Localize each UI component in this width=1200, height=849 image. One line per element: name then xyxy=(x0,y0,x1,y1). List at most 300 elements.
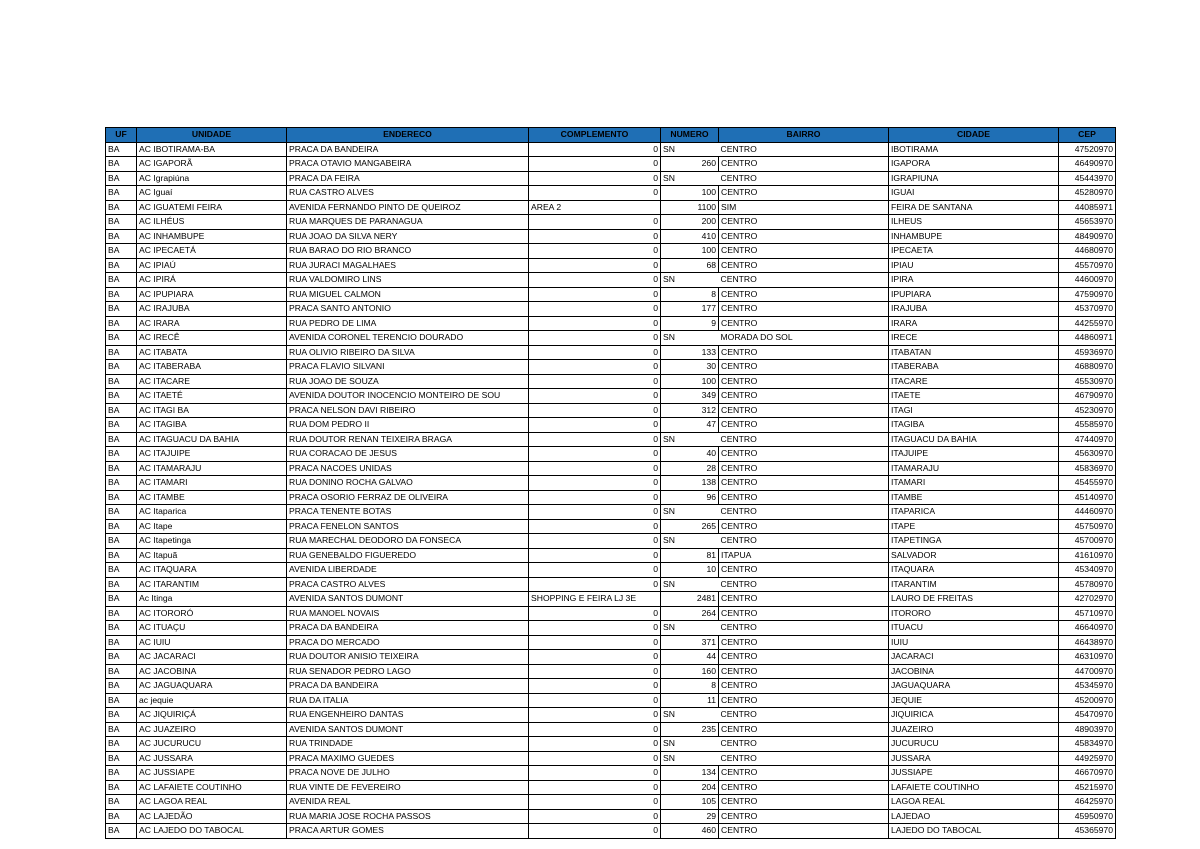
cell-complemento: 0 xyxy=(529,621,661,636)
units-table xyxy=(105,127,1116,839)
cell-cep: 45834970 xyxy=(1059,737,1116,752)
cell-unidade: AC INHAMBUPE xyxy=(137,229,287,244)
cell-cidade: FEIRA DE SANTANA xyxy=(889,200,1059,215)
table-row xyxy=(106,186,1116,201)
cell-endereco: PRACA NOVE DE JULHO xyxy=(287,766,529,781)
cell-numero: 100 xyxy=(661,186,719,201)
table-row xyxy=(106,679,1116,694)
cell-complemento: 0 xyxy=(529,447,661,462)
cell-uf: BA xyxy=(106,606,137,621)
cell-complemento: 0 xyxy=(529,287,661,302)
cell-complemento: 0 xyxy=(529,650,661,665)
cell-numero: 460 xyxy=(661,824,719,839)
cell-bairro: CENTRO xyxy=(719,215,889,230)
cell-uf: BA xyxy=(106,258,137,273)
cell-uf: BA xyxy=(106,316,137,331)
cell-bairro: CENTRO xyxy=(719,708,889,723)
cell-complemento: 0 xyxy=(529,374,661,389)
table-row xyxy=(106,316,1116,331)
cell-endereco: RUA CORACAO DE JESUS xyxy=(287,447,529,462)
cell-cidade: INHAMBUPE xyxy=(889,229,1059,244)
cell-uf: BA xyxy=(106,650,137,665)
cell-bairro: CENTRO xyxy=(719,345,889,360)
cell-cidade: JIQUIRICA xyxy=(889,708,1059,723)
cell-complemento: 0 xyxy=(529,490,661,505)
cell-uf: BA xyxy=(106,403,137,418)
cell-cidade: LAJEDO DO TABOCAL xyxy=(889,824,1059,839)
cell-cep: 45836970 xyxy=(1059,461,1116,476)
cell-cidade: LAGOA REAL xyxy=(889,795,1059,810)
cell-numero: 260 xyxy=(661,157,719,172)
cell-cidade: JUSSARA xyxy=(889,751,1059,766)
cell-unidade: AC IRECÊ xyxy=(137,331,287,346)
cell-endereco: RUA DONINO ROCHA GALVAO xyxy=(287,476,529,491)
cell-endereco: PRACA DA FEIRA xyxy=(287,171,529,186)
cell-numero: 2481 xyxy=(661,592,719,607)
table-row xyxy=(106,809,1116,824)
cell-unidade: AC JIQUIRIÇÁ xyxy=(137,708,287,723)
cell-complemento: 0 xyxy=(529,389,661,404)
cell-complemento: 0 xyxy=(529,244,661,259)
cell-numero: 96 xyxy=(661,490,719,505)
cell-cep: 46880970 xyxy=(1059,360,1116,375)
cell-endereco: PRACA OSORIO FERRAZ DE OLIVEIRA xyxy=(287,490,529,505)
cell-uf: BA xyxy=(106,519,137,534)
cell-cidade: IPIAU xyxy=(889,258,1059,273)
cell-bairro: CENTRO xyxy=(719,447,889,462)
cell-unidade: AC ITAMARAJU xyxy=(137,461,287,476)
cell-unidade: AC Itape xyxy=(137,519,287,534)
table-row xyxy=(106,534,1116,549)
cell-bairro: CENTRO xyxy=(719,534,889,549)
table-row xyxy=(106,650,1116,665)
cell-bairro: CENTRO xyxy=(719,229,889,244)
cell-cep: 44460970 xyxy=(1059,505,1116,520)
table-row xyxy=(106,432,1116,447)
table-row xyxy=(106,476,1116,491)
cell-cep: 48903970 xyxy=(1059,722,1116,737)
cell-bairro: CENTRO xyxy=(719,679,889,694)
cell-cep: 45340970 xyxy=(1059,563,1116,578)
cell-unidade: AC ITARANTIM xyxy=(137,577,287,592)
cell-cidade: IRARA xyxy=(889,316,1059,331)
cell-unidade: AC ITUAÇU xyxy=(137,621,287,636)
table-row xyxy=(106,418,1116,433)
cell-cep: 42702970 xyxy=(1059,592,1116,607)
cell-endereco: RUA DOUTOR ANISIO TEIXEIRA xyxy=(287,650,529,665)
cell-unidade: AC Itapuã xyxy=(137,548,287,563)
table-row xyxy=(106,548,1116,563)
cell-complemento: 0 xyxy=(529,577,661,592)
cell-complemento: 0 xyxy=(529,751,661,766)
cell-complemento: 0 xyxy=(529,809,661,824)
cell-cep: 46425970 xyxy=(1059,795,1116,810)
table-row xyxy=(106,621,1116,636)
cell-numero: 265 xyxy=(661,519,719,534)
cell-complemento: 0 xyxy=(529,432,661,447)
cell-complemento: 0 xyxy=(529,186,661,201)
table-row xyxy=(106,302,1116,317)
cell-bairro: CENTRO xyxy=(719,635,889,650)
table-row xyxy=(106,215,1116,230)
header-bairro: BAIRRO xyxy=(719,128,889,143)
cell-cep: 45700970 xyxy=(1059,534,1116,549)
cell-cidade: ITABERABA xyxy=(889,360,1059,375)
cell-cep: 45365970 xyxy=(1059,824,1116,839)
table-row xyxy=(106,447,1116,462)
cell-bairro: CENTRO xyxy=(719,244,889,259)
table-row xyxy=(106,287,1116,302)
cell-endereco: RUA JOAO DE SOUZA xyxy=(287,374,529,389)
cell-cep: 44925970 xyxy=(1059,751,1116,766)
cell-endereco: RUA CASTRO ALVES xyxy=(287,186,529,201)
cell-endereco: PRACA DA BANDEIRA xyxy=(287,679,529,694)
cell-uf: BA xyxy=(106,186,137,201)
cell-endereco: PRACA CASTRO ALVES xyxy=(287,577,529,592)
cell-numero: 1100 xyxy=(661,200,719,215)
cell-complemento: SHOPPING E FEIRA LJ 3E xyxy=(529,592,661,607)
cell-complemento: 0 xyxy=(529,722,661,737)
cell-numero: 8 xyxy=(661,287,719,302)
cell-cidade: JACOBINA xyxy=(889,664,1059,679)
cell-complemento: 0 xyxy=(529,679,661,694)
cell-endereco: RUA GENEBALDO FIGUEREDO xyxy=(287,548,529,563)
cell-bairro: CENTRO xyxy=(719,258,889,273)
cell-cep: 45280970 xyxy=(1059,186,1116,201)
cell-complemento: 0 xyxy=(529,519,661,534)
cell-numero: 410 xyxy=(661,229,719,244)
cell-cidade: LAJEDAO xyxy=(889,809,1059,824)
cell-unidade: AC ITAJUIPE xyxy=(137,447,287,462)
cell-complemento: 0 xyxy=(529,316,661,331)
table-row xyxy=(106,722,1116,737)
cell-numero: 100 xyxy=(661,374,719,389)
table-row xyxy=(106,229,1116,244)
cell-bairro: CENTRO xyxy=(719,360,889,375)
table-row xyxy=(106,766,1116,781)
cell-bairro: CENTRO xyxy=(719,737,889,752)
cell-numero: 200 xyxy=(661,215,719,230)
cell-numero: SN xyxy=(661,273,719,288)
cell-bairro: CENTRO xyxy=(719,795,889,810)
cell-bairro: CENTRO xyxy=(719,621,889,636)
cell-unidade: AC LAJEDO DO TABOCAL xyxy=(137,824,287,839)
cell-numero: SN xyxy=(661,737,719,752)
cell-endereco: RUA MARQUES DE PARANAGUA xyxy=(287,215,529,230)
cell-bairro: SIM xyxy=(719,200,889,215)
cell-uf: BA xyxy=(106,461,137,476)
cell-bairro: CENTRO xyxy=(719,490,889,505)
table-row xyxy=(106,577,1116,592)
cell-uf: BA xyxy=(106,780,137,795)
cell-cidade: ITUACU xyxy=(889,621,1059,636)
cell-bairro: CENTRO xyxy=(719,273,889,288)
cell-cep: 45470970 xyxy=(1059,708,1116,723)
cell-endereco: PRACA MAXIMO GUEDES xyxy=(287,751,529,766)
cell-cep: 46670970 xyxy=(1059,766,1116,781)
cell-numero: SN xyxy=(661,505,719,520)
cell-numero: 349 xyxy=(661,389,719,404)
cell-numero: 9 xyxy=(661,316,719,331)
cell-numero: 68 xyxy=(661,258,719,273)
cell-cep: 45345970 xyxy=(1059,679,1116,694)
cell-unidade: AC IBOTIRAMA-BA xyxy=(137,142,287,157)
cell-uf: BA xyxy=(106,548,137,563)
table-row xyxy=(106,374,1116,389)
cell-endereco: AVENIDA SANTOS DUMONT xyxy=(287,722,529,737)
cell-unidade: AC ITABATA xyxy=(137,345,287,360)
cell-cidade: ITAETE xyxy=(889,389,1059,404)
cell-numero: 11 xyxy=(661,693,719,708)
cell-bairro: CENTRO xyxy=(719,432,889,447)
cell-complemento: 0 xyxy=(529,606,661,621)
cell-endereco: PRACA NACOES UNIDAS xyxy=(287,461,529,476)
cell-unidade: AC IPIAÚ xyxy=(137,258,287,273)
cell-endereco: AVENIDA LIBERDADE xyxy=(287,563,529,578)
cell-bairro: CENTRO xyxy=(719,476,889,491)
cell-cidade: IGAPORA xyxy=(889,157,1059,172)
cell-uf: BA xyxy=(106,621,137,636)
cell-unidade: AC IRAJUBA xyxy=(137,302,287,317)
cell-cep: 44860971 xyxy=(1059,331,1116,346)
cell-unidade: AC JUSSARA xyxy=(137,751,287,766)
cell-numero: 134 xyxy=(661,766,719,781)
table-row xyxy=(106,751,1116,766)
cell-cep: 45215970 xyxy=(1059,780,1116,795)
cell-numero: 100 xyxy=(661,244,719,259)
cell-unidade: AC ITAQUARA xyxy=(137,563,287,578)
cell-cidade: JAGUAQUARA xyxy=(889,679,1059,694)
cell-unidade: AC ITAMARI xyxy=(137,476,287,491)
cell-complemento: 0 xyxy=(529,664,661,679)
cell-uf: BA xyxy=(106,693,137,708)
table-row xyxy=(106,273,1116,288)
cell-cep: 47590970 xyxy=(1059,287,1116,302)
cell-cidade: ITARANTIM xyxy=(889,577,1059,592)
cell-unidade: AC ILHÉUS xyxy=(137,215,287,230)
cell-unidade: AC LAGOA REAL xyxy=(137,795,287,810)
cell-uf: BA xyxy=(106,737,137,752)
cell-complemento: 0 xyxy=(529,360,661,375)
cell-cidade: IUIU xyxy=(889,635,1059,650)
table-row xyxy=(106,244,1116,259)
cell-uf: BA xyxy=(106,679,137,694)
header-endereco: ENDERECO xyxy=(287,128,529,143)
cell-numero: 81 xyxy=(661,548,719,563)
cell-bairro: CENTRO xyxy=(719,287,889,302)
cell-complemento: 0 xyxy=(529,258,661,273)
cell-cep: 45585970 xyxy=(1059,418,1116,433)
cell-cep: 44680970 xyxy=(1059,244,1116,259)
cell-bairro: CENTRO xyxy=(719,374,889,389)
cell-cidade: IRECE xyxy=(889,331,1059,346)
cell-uf: BA xyxy=(106,374,137,389)
table-row xyxy=(106,490,1116,505)
table-row xyxy=(106,606,1116,621)
cell-uf: BA xyxy=(106,635,137,650)
cell-cidade: ITAPETINGA xyxy=(889,534,1059,549)
cell-numero: 160 xyxy=(661,664,719,679)
cell-complemento: 0 xyxy=(529,142,661,157)
cell-cep: 44085971 xyxy=(1059,200,1116,215)
cell-endereco: RUA TRINDADE xyxy=(287,737,529,752)
cell-numero: 29 xyxy=(661,809,719,824)
cell-cidade: ITAGIBA xyxy=(889,418,1059,433)
cell-bairro: CENTRO xyxy=(719,142,889,157)
cell-cep: 45443970 xyxy=(1059,171,1116,186)
cell-numero: 10 xyxy=(661,563,719,578)
cell-endereco: AVENIDA REAL xyxy=(287,795,529,810)
cell-unidade: AC IPECAETÁ xyxy=(137,244,287,259)
cell-cep: 46490970 xyxy=(1059,157,1116,172)
cell-numero: SN xyxy=(661,331,719,346)
cell-unidade: AC IUIU xyxy=(137,635,287,650)
cell-numero: 40 xyxy=(661,447,719,462)
cell-uf: BA xyxy=(106,273,137,288)
cell-endereco: RUA PEDRO DE LIMA xyxy=(287,316,529,331)
cell-numero: 371 xyxy=(661,635,719,650)
cell-bairro: CENTRO xyxy=(719,316,889,331)
table-row xyxy=(106,635,1116,650)
cell-cidade: ITAPE xyxy=(889,519,1059,534)
cell-cidade: IPECAETA xyxy=(889,244,1059,259)
cell-cidade: ITAMARI xyxy=(889,476,1059,491)
cell-uf: BA xyxy=(106,171,137,186)
cell-endereco: RUA JOAO DA SILVA NERY xyxy=(287,229,529,244)
cell-bairro: CENTRO xyxy=(719,519,889,534)
cell-numero: 28 xyxy=(661,461,719,476)
cell-uf: BA xyxy=(106,534,137,549)
cell-unidade: AC Igrapiúna xyxy=(137,171,287,186)
table-row xyxy=(106,142,1116,157)
cell-unidade: AC ITAETÉ xyxy=(137,389,287,404)
cell-uf: BA xyxy=(106,215,137,230)
cell-bairro: MORADA DO SOL xyxy=(719,331,889,346)
cell-uf: BA xyxy=(106,142,137,157)
cell-uf: BA xyxy=(106,708,137,723)
cell-bairro: CENTRO xyxy=(719,809,889,824)
cell-uf: BA xyxy=(106,577,137,592)
cell-cidade: IRAJUBA xyxy=(889,302,1059,317)
cell-cidade: IGRAPIUNA xyxy=(889,171,1059,186)
table-row xyxy=(106,664,1116,679)
cell-unidade: ac jequie xyxy=(137,693,287,708)
cell-bairro: CENTRO xyxy=(719,157,889,172)
cell-cep: 46640970 xyxy=(1059,621,1116,636)
cell-complemento: 0 xyxy=(529,302,661,317)
cell-cidade: ITORORO xyxy=(889,606,1059,621)
cell-bairro: CENTRO xyxy=(719,780,889,795)
cell-complemento: 0 xyxy=(529,548,661,563)
cell-bairro: CENTRO xyxy=(719,751,889,766)
cell-uf: BA xyxy=(106,447,137,462)
cell-endereco: RUA MARIA JOSE ROCHA PASSOS xyxy=(287,809,529,824)
cell-unidade: AC ITAGUACU DA BAHIA xyxy=(137,432,287,447)
cell-cep: 46790970 xyxy=(1059,389,1116,404)
cell-bairro: CENTRO xyxy=(719,461,889,476)
cell-bairro: CENTRO xyxy=(719,606,889,621)
cell-cidade: IBOTIRAMA xyxy=(889,142,1059,157)
cell-numero: 138 xyxy=(661,476,719,491)
cell-uf: BA xyxy=(106,722,137,737)
table-row xyxy=(106,389,1116,404)
cell-cidade: LAFAIETE COUTINHO xyxy=(889,780,1059,795)
table-row xyxy=(106,780,1116,795)
cell-cep: 47440970 xyxy=(1059,432,1116,447)
table-row xyxy=(106,200,1116,215)
cell-cidade: JUCURUCU xyxy=(889,737,1059,752)
cell-bairro: CENTRO xyxy=(719,389,889,404)
cell-complemento: 0 xyxy=(529,693,661,708)
cell-unidade: AC JUCURUCU xyxy=(137,737,287,752)
cell-uf: BA xyxy=(106,244,137,259)
cell-unidade: AC ITAGIBA xyxy=(137,418,287,433)
cell-cep: 44700970 xyxy=(1059,664,1116,679)
cell-cep: 45230970 xyxy=(1059,403,1116,418)
cell-numero: 204 xyxy=(661,780,719,795)
cell-endereco: PRACA ARTUR GOMES xyxy=(287,824,529,839)
cell-bairro: CENTRO xyxy=(719,722,889,737)
header-uf: UF xyxy=(106,128,137,143)
cell-endereco: PRACA FENELON SANTOS xyxy=(287,519,529,534)
cell-complemento: 0 xyxy=(529,708,661,723)
cell-cep: 45936970 xyxy=(1059,345,1116,360)
cell-cidade: ITAJUIPE xyxy=(889,447,1059,462)
cell-numero: SN xyxy=(661,708,719,723)
cell-unidade: AC JUSSIAPE xyxy=(137,766,287,781)
header-numero: NUMERO xyxy=(661,128,719,143)
cell-unidade: AC IGUATEMI FEIRA xyxy=(137,200,287,215)
cell-cidade: ITAMBE xyxy=(889,490,1059,505)
cell-complemento: 0 xyxy=(529,780,661,795)
cell-uf: BA xyxy=(106,389,137,404)
cell-bairro: CENTRO xyxy=(719,577,889,592)
cell-uf: BA xyxy=(106,432,137,447)
cell-unidade: AC ITACARE xyxy=(137,374,287,389)
cell-uf: BA xyxy=(106,157,137,172)
cell-cidade: JEQUIE xyxy=(889,693,1059,708)
cell-complemento: 0 xyxy=(529,331,661,346)
cell-uf: BA xyxy=(106,809,137,824)
cell-uf: BA xyxy=(106,664,137,679)
cell-cep: 45750970 xyxy=(1059,519,1116,534)
cell-cep: 44600970 xyxy=(1059,273,1116,288)
cell-numero: 105 xyxy=(661,795,719,810)
cell-endereco: RUA MIGUEL CALMON xyxy=(287,287,529,302)
header-cep: CEP xyxy=(1059,128,1116,143)
table-row xyxy=(106,258,1116,273)
cell-complemento: 0 xyxy=(529,461,661,476)
cell-numero: SN xyxy=(661,142,719,157)
cell-unidade: AC ITORORÓ xyxy=(137,606,287,621)
table-row xyxy=(106,331,1116,346)
cell-complemento: 0 xyxy=(529,171,661,186)
cell-endereco: PRACA OTAVIO MANGABEIRA xyxy=(287,157,529,172)
cell-cidade: IPUPIARA xyxy=(889,287,1059,302)
cell-bairro: CENTRO xyxy=(719,403,889,418)
cell-uf: BA xyxy=(106,766,137,781)
cell-endereco: RUA VALDOMIRO LINS xyxy=(287,273,529,288)
cell-uf: BA xyxy=(106,751,137,766)
cell-cidade: ITACARE xyxy=(889,374,1059,389)
cell-complemento: 0 xyxy=(529,635,661,650)
cell-complemento: 0 xyxy=(529,215,661,230)
cell-numero: SN xyxy=(661,432,719,447)
cell-cep: 48490970 xyxy=(1059,229,1116,244)
cell-numero: SN xyxy=(661,621,719,636)
cell-cidade: JUAZEIRO xyxy=(889,722,1059,737)
cell-cep: 47520970 xyxy=(1059,142,1116,157)
